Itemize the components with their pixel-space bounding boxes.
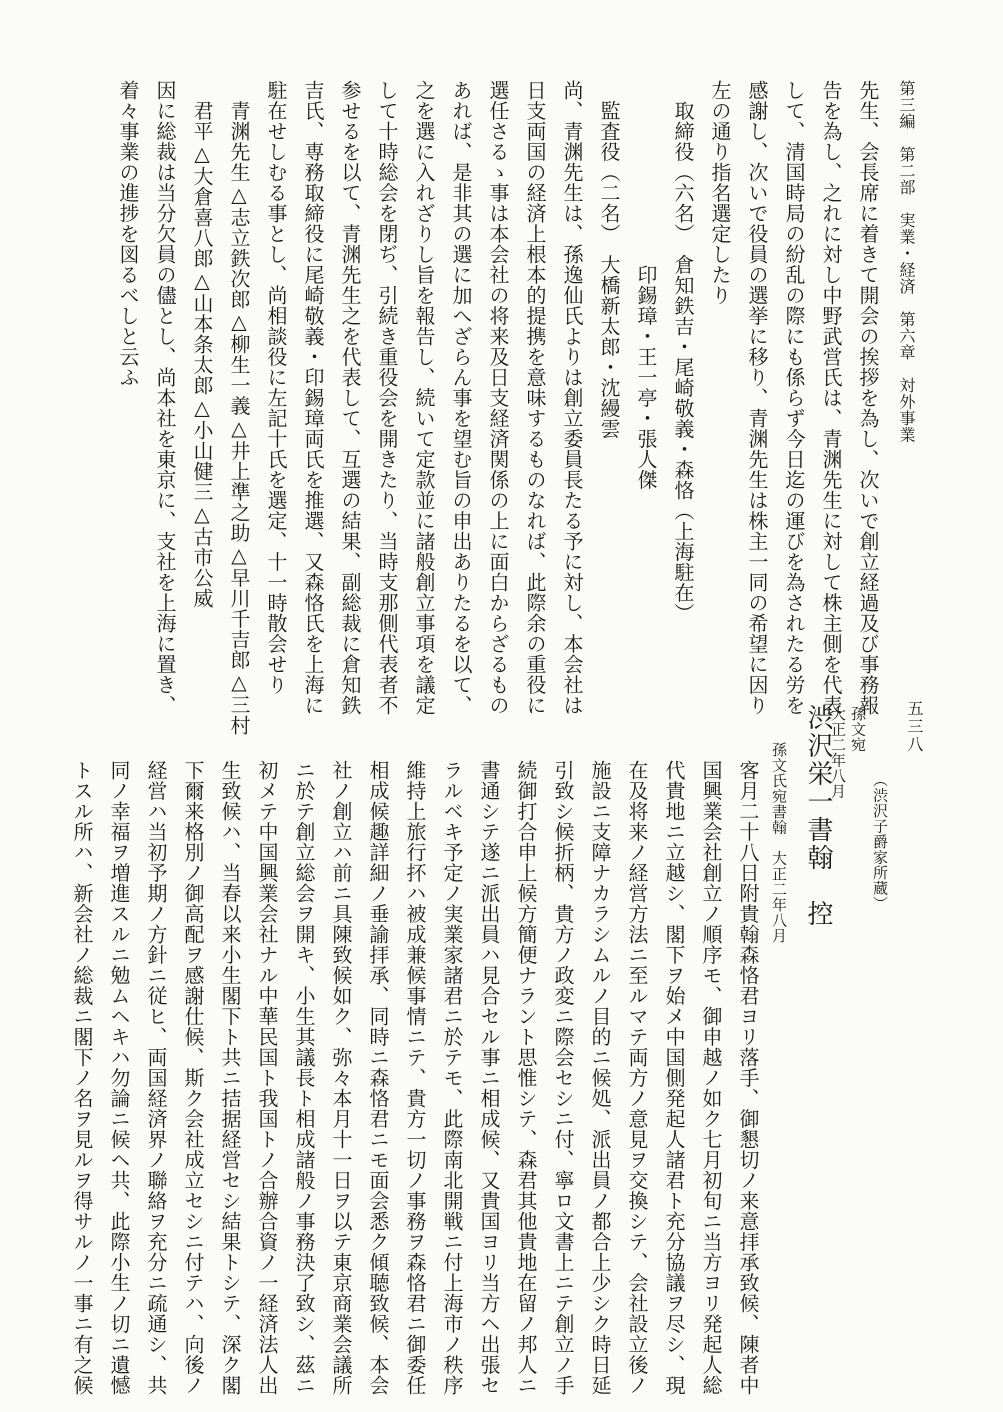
letter-date: 大正二年八月	[829, 706, 847, 799]
text-line: 経営ハ当初予期ノ方針ニ従ヒ、両国経済界ノ聯絡ヲ充分ニ疏通シ、共	[144, 760, 168, 1396]
text-line: 君平△大倉喜八郎△山本条太郎△小山健三△古市公威	[190, 80, 214, 609]
text-line: 参せるを以て、青渊先生之を代表して、互選の結果、副総裁に倉知鉄	[338, 80, 362, 716]
text-line: 取締役（六名） 倉知鉄吉・尾崎敬義・森恪（上海駐在）	[671, 80, 695, 624]
text-line: トスル所ハ、新会社ノ総裁ニ閣下ノ名ヲ見ルヲ得サルノ一事ニ有之候	[70, 760, 94, 1396]
letter-recipient: 孫文宛	[849, 706, 867, 753]
text-line: 因に総裁は当分欠員の儘とし、尚本社を東京に、支社を上海に置き、	[153, 80, 177, 716]
text-line: 感謝し、次いで役員の選挙に移り、青渊先生は株主一同の希望に因り	[745, 80, 769, 716]
text-line: 国興業会社創立ノ順序モ、御申越ノ如ク七月初旬ニ当方ヨリ発起人総	[699, 760, 723, 1396]
text-line: 印錫璋・王一亭・張人傑	[634, 80, 658, 490]
text-line: 引致シ候折柄、貴方ノ政変ニ際会セシニ付、寧ロ文書上ニテ創立ノ手	[551, 760, 575, 1396]
text-line: 之を選に入れざりし旨を報告し、続いて定款並に諸般創立事項を議定	[412, 80, 436, 716]
letter-title: 渋沢栄一書翰 控	[803, 704, 833, 928]
text-line: 施設ニ支障ナカラシムルノ目的ニ候処、派出員ノ都合上少シク時日延	[588, 760, 612, 1396]
text-line: ラルベキ予定ノ実業家諸君ニ於テモ、此際南北開戦ニ付上海市ノ秩序	[440, 760, 464, 1396]
text-line: 同ノ幸福ヲ増進スルニ勉ムヘキハ勿論ニ候ヘ共、此際小生ノ切ニ遺憾	[107, 760, 131, 1396]
text-line: 告を為し、之れに対し中野武営氏は、青渊先生に対して株主側を代表	[819, 80, 843, 716]
text-line: ニ於テ創立総会ヲ開キ、小生其議長ト相成諸般ノ事務決了致シ、茲ニ	[292, 760, 316, 1396]
text-line: 尚、青渊先生は、孫逸仙氏よりは創立委員長たる予に対し、本会社は	[560, 80, 584, 716]
running-header: 第三編 第二部 実業・経済 第六章 対外事業	[897, 80, 916, 443]
text-line: 続御打合申上候方簡便ナラント思惟シテ、森君其他貴地在留ノ邦人ニ	[514, 760, 538, 1396]
text-line: 日支両国の経済上根本的提携を意味するものなれば、此際余の重役に	[523, 80, 547, 716]
text-line: 維持上旅行抔ハ被成兼候事情ニテ、貴方一切ノ事務ヲ森恪君ニ御委任	[403, 760, 427, 1396]
text-line: 初メテ中国興業会社ナル中華民国ト我国トノ合辦合資ノ一経済法人出	[255, 760, 279, 1396]
text-line: 吉氏、専務取締役に尾崎敬義・印錫璋両氏を推選、又森恪氏を上海に	[301, 80, 325, 716]
text-line: して、清国時局の紛乱の際にも係らず今日迄の運びを為されたる労を	[782, 80, 806, 716]
text-line: 社ノ創立ハ前ニ具陳致候如ク、弥々本月十一日ヲ以テ東京商業会議所	[329, 760, 353, 1396]
text-line: 青渊先生△志立鉄次郎△柳生一義△井上準之助△早川千吉郎△三村	[227, 80, 251, 736]
text-line: 生致候ハ、当春以来小生閣下ト共ニ拮据経営セシ結果トシテ、深ク閣	[218, 760, 242, 1396]
page-number: 五三八	[905, 700, 924, 754]
text-line: 書通シテ遂ニ派出員ハ見合セル事ニ相成候、又貴国ヨリ当方ヘ出張セ	[477, 760, 501, 1396]
text-line: 相成候趣詳細ノ垂諭拝承、同時ニ森恪君ニモ面会悉ク傾聴致候、本会	[366, 760, 390, 1396]
text-line: して十時総会を閉ぢ、引続き重役会を開きたり、当時支那側代表者不	[375, 80, 399, 716]
text-line: 先生、会長席に着きて開会の挨拶を為し、次いで創立経過及び事務報	[856, 80, 880, 716]
text-line: 監査役（二名） 大橋新太郎・沈縵雲	[597, 80, 621, 439]
letter-source: （渋沢子爵家所蔵）	[871, 772, 889, 912]
text-line: 選任さるゝ事は本会社の将来及日支経済関係の上に面白からざるもの	[486, 80, 510, 716]
text-line: 客月二十八日附貴翰森恪君ヨリ落手、御懇切ノ来意拝承致候、陳者中	[736, 760, 760, 1396]
text-line: あれば、是非其の選に加へざらん事を望む旨の申出ありたるを以て、	[449, 80, 473, 716]
text-line: 駐在せしむる事とし、尚相談役に左記十氏を選定、十一時散会せり	[264, 80, 288, 695]
text-line: 代貴地ニ立越シ、閣下ヲ始メ中国側発起人諸君ト充分協議ヲ尽シ、現	[662, 760, 686, 1396]
letter-heading: 孫文氏宛書翰 大正二年八月	[770, 742, 788, 944]
text-line: 着々事業の進捗を図るべしと云ふ	[116, 80, 140, 388]
text-line: 在及将来ノ経営方法ニ至ルマテ両方ノ意見ヲ交換シテ、会社設立後ノ	[625, 760, 649, 1396]
text-line: 左の通り指名選定したり	[708, 80, 732, 306]
text-line: 下爾来格別ノ御高配ヲ感謝仕候、斯ク会社成立セシニ付テハ、向後ノ	[181, 760, 205, 1396]
